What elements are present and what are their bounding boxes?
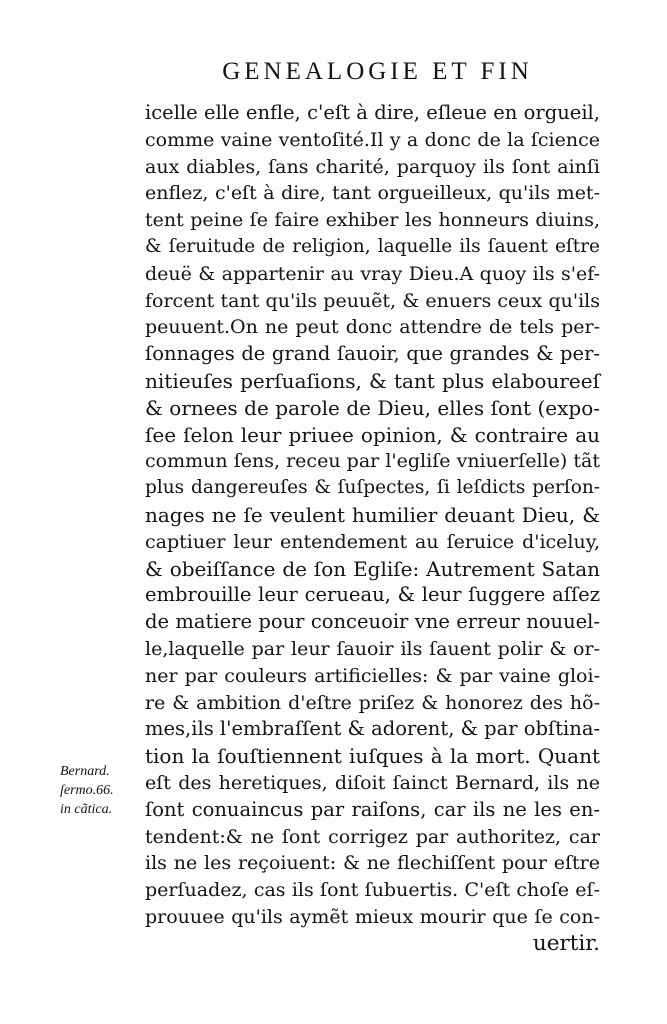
text-line: & ornees de parole de Dieu, elles ſont (expo- [145, 395, 600, 420]
text-line: icelle elle enfle, c'eſt à dire, eſleue en orgueil, [145, 101, 600, 124]
text-line: aux diables, ſans charité, parquoy ils ſont ainſi [145, 155, 600, 178]
text-line: & obeiſſance de ſon Egliſe: Autrement Satan [145, 556, 600, 581]
text-line: ils ne les reçoiuent: & ne flechiſſent pour eſtre [145, 852, 600, 875]
text-line: le,laquelle par leur ſauoir ils ſauent polir & or- [145, 637, 600, 660]
text-line: ſonnages de grand ſauoir, que grandes & per- [145, 342, 600, 366]
text-line: eſt des heretiques, diſoit ſainct Bernard, ils ne [145, 771, 600, 794]
text-line: mes,ils l'embraſſent & adorent, & par obſtina- [145, 717, 601, 741]
margin-note [60, 762, 145, 819]
text-line: re & ambition d'eſtre priſez & honorez des hõ- [145, 691, 600, 714]
text-line: tion la ſouſtiennent iuſques à la mort. Quant [145, 744, 600, 769]
text-line: plus dangereuſes & ſuſpectes, ſi leſdicts perſon- [145, 477, 600, 499]
text-line: uertir. [532, 930, 600, 956]
margin-note-line: ſermo.66. [60, 783, 114, 798]
text-line: comme vaine ventoſité.Il y a donc de la ſcience [145, 128, 600, 151]
text-line: perſuadez, cas ils ſont ſubuertis. C'eſt choſe eſ- [145, 879, 600, 902]
text-line: ſee ſelon leur priuee opinion, & contraire au [145, 422, 600, 447]
body-text [145, 100, 600, 958]
text-line: tendent:& ne ſont corrigez par authoritez, car [145, 825, 600, 848]
text-line: de matiere pour conceuoir vne erreur nouuel- [145, 610, 600, 634]
text-line: forcent tant qu'ils peuuẽt, & enuers ceux qu'ils [145, 289, 600, 312]
margin-note-line: in cãtica. [60, 802, 113, 817]
text-line: enflez, c'eſt à dire, tant orgueilleux, qu'ils met- [145, 182, 600, 205]
text-line: & ſeruitude de religion, laquelle ils ſauent eſtre [145, 235, 600, 257]
running-title: GENEALOGIE ET FIN [222, 58, 533, 85]
text-line: captiuer leur entendement au ſeruice d'iceluy, [145, 530, 600, 553]
margin-note-line: Bernard. [60, 764, 110, 779]
text-line: nages ne ſe veulent humilier deuant Dieu, & [145, 502, 600, 527]
text-line: ner par couleurs artificielles: & par vaine gloi- [145, 664, 600, 687]
text-line: tent peine ſe faire exhiber les honneurs diuins, [145, 209, 600, 232]
text-line: ſont conuaincus par raiſons, car ils ne les en- [145, 797, 600, 821]
text-line: deuë & appartenir au vray Dieu.A quoy ils s'ef- [145, 262, 600, 285]
text-line: commun ſens, receu par l'egliſe vniuerſelle) tãt [145, 450, 600, 473]
text-line: embrouille leur cerueau, & leur ſuggere aſſez [145, 583, 600, 607]
text-line: prouuee qu'ils aymẽt mieux mourir que ſe con- [145, 905, 600, 928]
text-line: nitieuſes perſuaſions, & tant plus elaboureeſ [145, 368, 600, 393]
text-line: peuuent.On ne peut donc attendre de tels per- [145, 316, 600, 339]
